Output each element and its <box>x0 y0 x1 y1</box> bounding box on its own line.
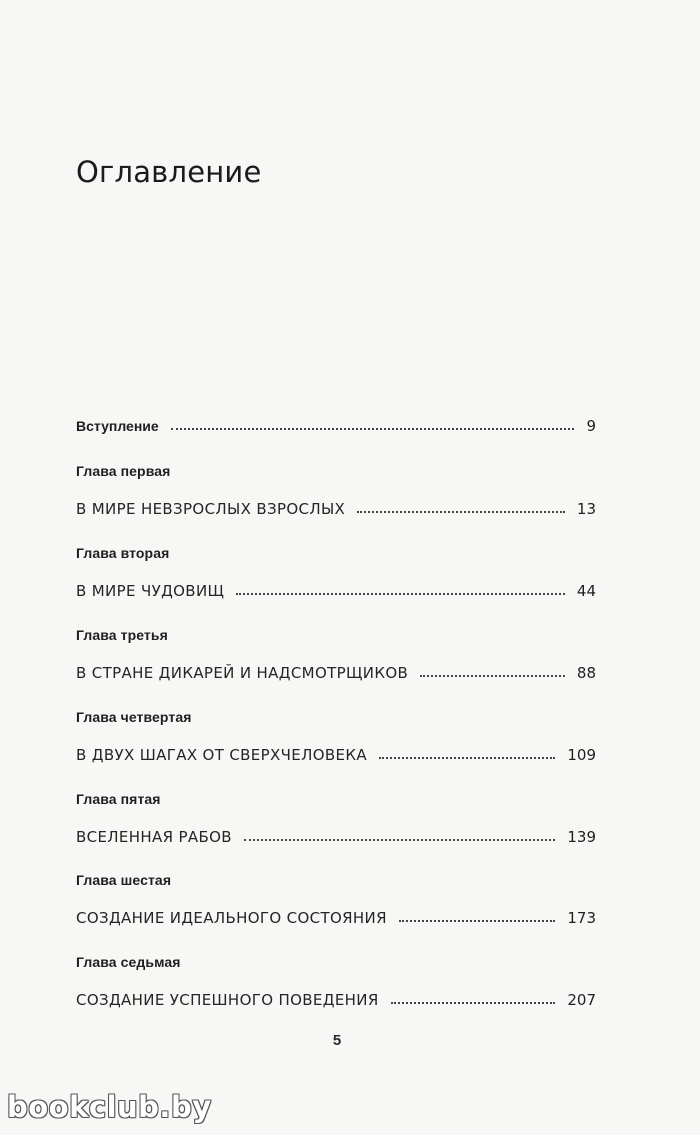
dot-leader <box>379 757 555 759</box>
toc-entry-chapter-5 <box>76 790 596 846</box>
chapter-row <box>76 578 596 600</box>
chapter-page-ref: 173 <box>567 909 596 927</box>
toc-entry-chapter-4 <box>76 708 596 764</box>
chapter-title: В СТРАНЕ ДИКАРЕЙ И НАДСМОТРЩИКОВ <box>76 664 409 682</box>
toc-entry-chapter-6 <box>76 871 596 927</box>
dot-leader <box>357 511 565 513</box>
chapter-page-ref: 109 <box>567 746 596 764</box>
toc-entry-intro <box>76 413 596 435</box>
chapter-label: Глава пятая <box>76 791 161 807</box>
chapter-page-ref: 139 <box>567 828 596 846</box>
chapter-page-ref: 88 <box>576 664 596 682</box>
chapter-row <box>76 496 596 518</box>
chapter-row <box>76 824 596 846</box>
chapter-label: Глава вторая <box>76 545 170 561</box>
chapter-title: СОЗДАНИЕ ИДЕАЛЬНОГО СОСТОЯНИЯ <box>76 909 387 927</box>
dot-leader <box>171 428 575 430</box>
chapter-row <box>76 660 596 682</box>
dot-leader <box>391 1002 556 1004</box>
site-watermark: bookclub.by <box>7 1090 212 1124</box>
toc-title: Оглавление <box>76 155 262 189</box>
page-number: 5 <box>332 1032 342 1049</box>
toc-entry-chapter-1 <box>76 462 596 518</box>
chapter-row <box>76 905 596 927</box>
chapter-row <box>76 742 596 764</box>
chapter-label: Глава шестая <box>76 872 172 888</box>
toc-entry-chapter-2 <box>76 544 596 600</box>
chapter-title: СОЗДАНИЕ УСПЕШНОГО ПОВЕДЕНИЯ <box>76 991 379 1009</box>
chapter-row <box>76 987 596 1009</box>
toc-entry-chapter-3 <box>76 626 596 682</box>
intro-title: Вступление <box>76 418 159 434</box>
chapter-label: Глава седьмая <box>76 954 181 970</box>
dot-leader <box>244 839 555 841</box>
chapter-title: ВСЕЛЕННАЯ РАБОВ <box>76 828 232 846</box>
chapter-title: В МИРЕ НЕВЗРОСЛЫХ ВЗРОСЛЫХ <box>76 500 346 518</box>
toc-entry-chapter-7 <box>76 953 596 1009</box>
dot-leader <box>420 675 565 677</box>
intro-page-ref: 9 <box>586 417 596 435</box>
chapter-page-ref: 13 <box>576 500 596 518</box>
dot-leader <box>399 920 555 922</box>
chapter-title: В МИРЕ ЧУДОВИЩ <box>76 582 225 600</box>
chapter-label: Глава первая <box>76 463 171 479</box>
chapter-page-ref: 44 <box>576 582 596 600</box>
chapter-label: Глава четвертая <box>76 709 192 725</box>
chapter-title: В ДВУХ ШАГАХ ОТ СВЕРХЧЕЛОВЕКА <box>76 746 367 764</box>
chapter-label: Глава третья <box>76 627 168 643</box>
dot-leader <box>236 593 565 595</box>
chapter-page-ref: 207 <box>567 991 596 1009</box>
